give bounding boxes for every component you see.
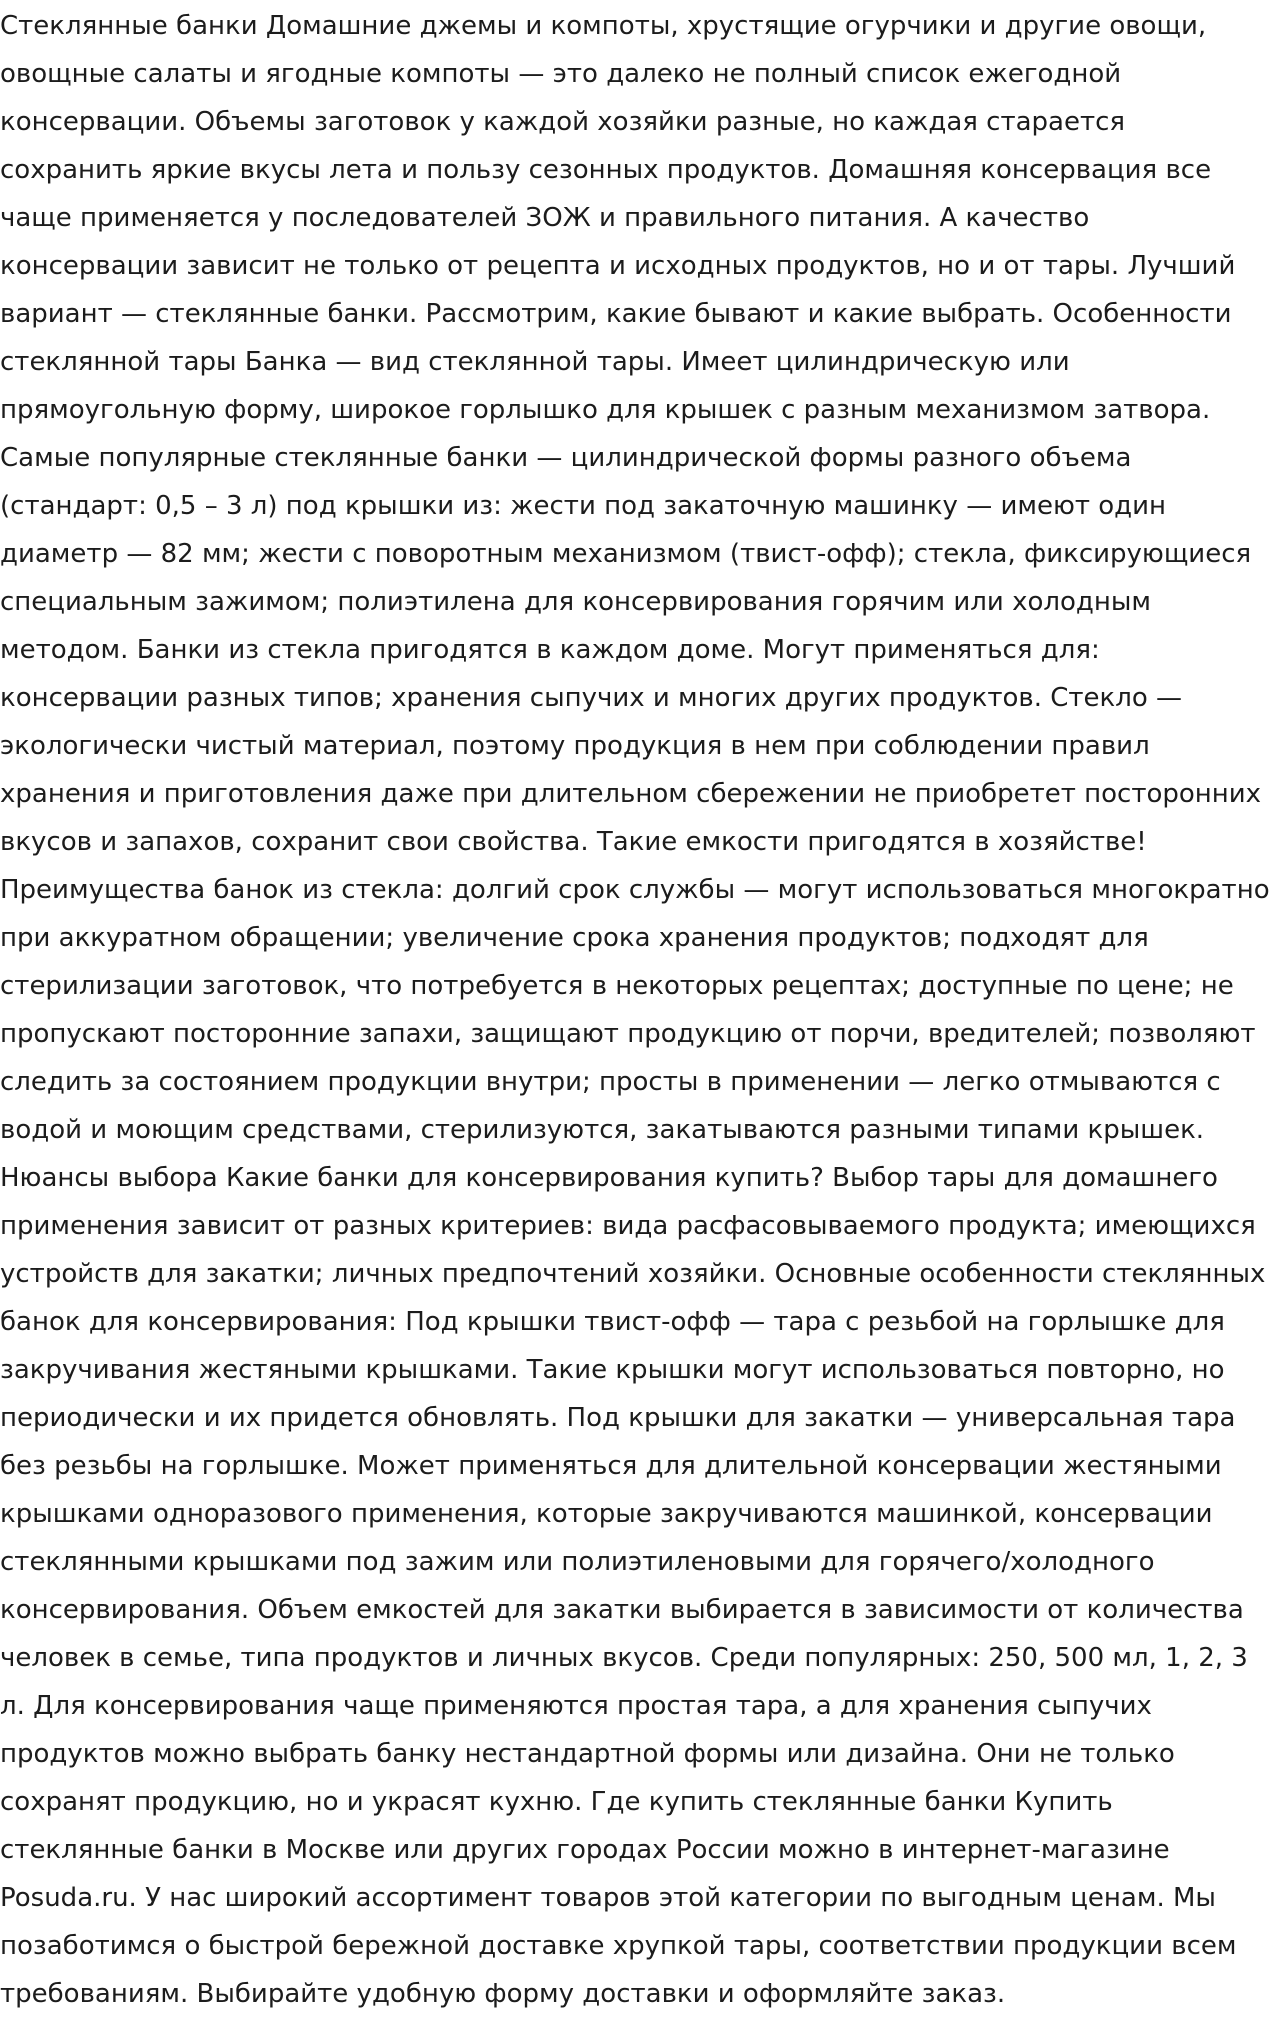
article-line: пропускают посторонние запахи, защищают продукцию от порчи, вредителей; позволяют [0,1019,1256,1049]
article-line: применения зависит от разных критериев: вида расфасовываемого продукта; имеющихся [0,1211,1256,1241]
article-line: диаметр — 82 мм; жести с поворотным механизмом (твист-офф); стекла, фиксирующиеся [0,539,1252,569]
article-line: Posuda.ru. У нас широкий ассортимент товаров этой категории по выгодным ценам. Мы [0,1883,1216,1913]
article-line: следить за состоянием продукции внутри; просты в применении — легко отмываются с [0,1067,1221,1097]
article-line: консервирования. Объем емкостей для закатки выбирается в зависимости от количества [0,1595,1244,1625]
article-line: продуктов можно выбрать банку нестандартной формы или дизайна. Они не только [0,1739,1175,1769]
article-line: позаботимся о быстрой бережной доставке хрупкой тары, соответствии продукции всем [0,1931,1237,1961]
article-line: периодически и их придется обновлять. Под крышки для закатки — универсальная тара [0,1403,1236,1433]
article-line: стеклянные банки в Москве или других городах России можно в интернет-магазине [0,1835,1170,1865]
article-line: Стеклянные банки Домашние джемы и компоты, хрустящие огурчики и другие овощи, [0,11,1207,41]
article-line: чаще применяется у последователей ЗОЖ и правильного питания. А качество [0,203,1090,233]
article-line: водой и моющим средствами, стерилизуются, закатываются разными типами крышек. [0,1115,1205,1145]
article-line: вариант — стеклянные банки. Рассмотрим, какие бывают и какие выбрать. Особенности [0,299,1232,329]
article-line: Нюансы выбора Какие банки для консервирования купить? Выбор тары для домашнего [0,1163,1218,1193]
article-line: овощные салаты и ягодные компоты — это далеко не полный список ежегодной [0,59,1122,89]
article-line: стерилизации заготовок, что потребуется в некоторых рецептах; доступные по цене; не [0,971,1234,1001]
article-line: сохранить яркие вкусы лета и пользу сезонных продуктов. Домашняя консервация все [0,155,1212,185]
article-line: при аккуратном обращении; увеличение срока хранения продуктов; подходят для [0,923,1149,953]
article-line: крышками одноразового применения, которые закручиваются машинкой, консервации [0,1499,1213,1529]
article-line: вкусов и запахов, сохранит свои свойства. Такие емкости пригодятся в хозяйстве! [0,827,1147,857]
article-line: закручивания жестяными крышками. Такие крышки могут использоваться повторно, но [0,1355,1225,1385]
article-line: человек в семье, типа продуктов и личных вкусов. Среди популярных: 250, 500 мл, 1, 2, 3 [0,1643,1248,1673]
article-line: прямоугольную форму, широкое горлышко для крышек с разным механизмом затвора. [0,395,1211,425]
article-line: специальным зажимом; полиэтилена для консервирования горячим или холодным [0,587,1152,617]
article-line: консервации. Объемы заготовок у каждой хозяйки разные, но каждая старается [0,107,1126,137]
article-line: методом. Банки из стекла пригодятся в каждом доме. Могут применяться для: [0,635,1100,665]
article-line: устройств для закатки; личных предпочтений хозяйки. Основные особенности стеклянных [0,1259,1266,1289]
article-line: Преимущества банок из стекла: долгий срок службы — могут использоваться многократно [0,875,1270,905]
article-text [0,2,1270,2018]
article-line: Самые популярные стеклянные банки — цилиндрической формы разного объема [0,443,1132,473]
article-line: стеклянными крышками под зажим или полиэтиленовыми для горячего/холодного [0,1547,1155,1577]
article-line: хранения и приготовления даже при длительном сбережении не приобретет посторонних [0,779,1262,809]
article-line: консервации зависит не только от рецепта и исходных продуктов, но и от тары. Лучший [0,251,1236,281]
article-line: банок для консервирования: Под крышки твист-офф — тара с резьбой на горлышке для [0,1307,1225,1337]
article-line: экологически чистый материал, поэтому продукция в нем при соблюдении правил [0,731,1150,761]
article-line: консервации разных типов; хранения сыпучих и многих других продуктов. Стекло — [0,683,1183,713]
article-line: (стандарт: 0,5 – 3 л) под крышки из: жести под закаточную машинку — имеют один [0,491,1167,521]
article-line: стеклянной тары Банка — вид стеклянной тары. Имеет цилиндрическую или [0,347,1070,377]
article-line: требованиям. Выбирайте удобную форму доставки и оформляйте заказ. [0,1979,1006,2009]
article-line: без резьбы на горлышке. Может применяться для длительной консервации жестяными [0,1451,1222,1481]
article-line: л. Для консервирования чаще применяются простая тара, а для хранения сыпучих [0,1691,1152,1721]
article-line: сохранят продукцию, но и украсят кухню. Где купить стеклянные банки Купить [0,1787,1113,1817]
